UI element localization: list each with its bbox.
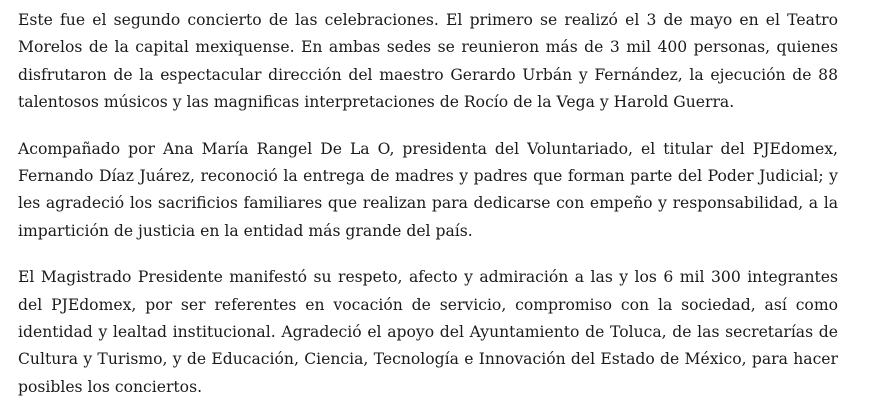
paragraph-3: El Magistrado Presidente manifestó su respeto, afecto y admiración a las y los 6 mil 300 integrantes del PJEdomex, por ser referentes en vocación de servicio, compromiso con la sociedad, así como identidad y lealtad institucional. Agradeció el apoyo del Ayuntamiento de Toluca, de las secretarías de Cultura y Turismo, y de Educación, Ciencia, Tecnología e Innovación del Estado de México, para hacer posibles los conciertos. [18, 268, 838, 396]
paragraph-1: Este fue el segundo concierto de las celebraciones. El primero se realizó el 3 de mayo en el Teatro Morelos de la capital mexiquense. En ambas sedes se reunieron más de 3 mil 400 personas, quienes disfrutaron de la espectacular dirección del maestro Gerardo Urbán y Fernández, la ejecución de 88 talentosos músicos y las magnificas interpretaciones de Rocío de la Vega y Harold Guerra. [18, 11, 838, 112]
article-body [18, 7, 838, 401]
paragraph-2: Acompañado por Ana María Rangel De La O, presidenta del Voluntariado, el titular del PJEdomex, Fernando Díaz Juárez, reconoció la entrega de madres y padres que forman parte del Poder Judicial; y les agradeció los sacrificios familiares que realizan para dedicarse con empeño y responsabilidad, a la impartición de justicia en la entidad más grande del país. [18, 139, 838, 240]
